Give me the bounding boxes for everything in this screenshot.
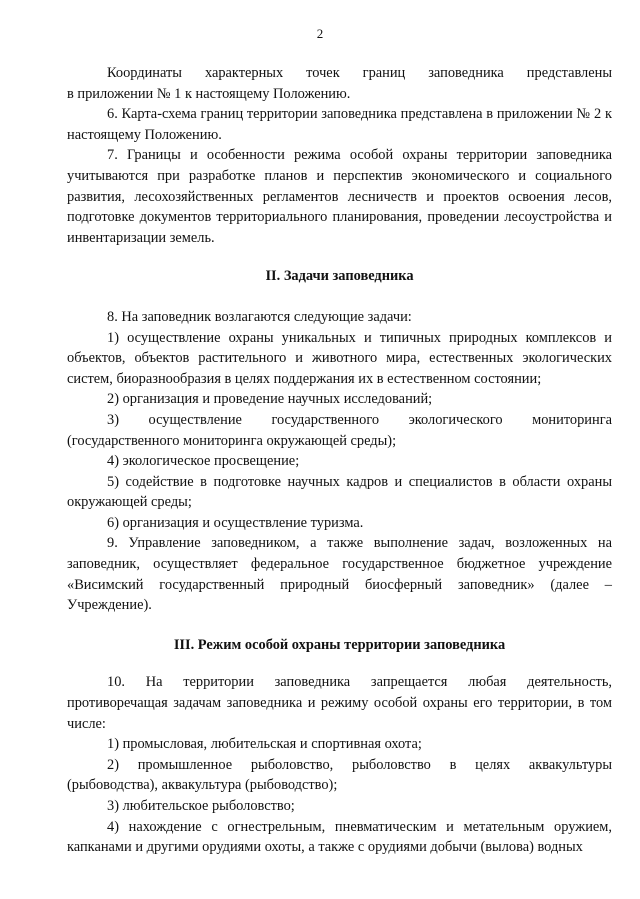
paragraph-8: 8. На заповедник возлагаются следующие задачи: (107, 308, 412, 325)
task-item-5: 5) содействие в подготовке научных кадров и специалистов в области охраны окружающей среды; (67, 473, 612, 511)
section-3-heading: III. Режим особой охраны территории заповедника (173, 636, 506, 653)
page-number: 2 (316, 26, 324, 41)
prohibition-item-3: 3) любительское рыболовство; (107, 798, 295, 814)
paragraph-7: 7. Границы и особенности режима особой охраны территории заповедника учитываются при разработке планов и перспектив экономического и социального развития, лесохозяйственных регламентов лесничеств и проектов освоения лесов, подготовке документов территориального планирования, проведении лесоустройства и инвентаризации земель. (67, 147, 612, 246)
paragraph-5-first-line: Координаты характерных точек границ заповедника представлены (107, 65, 612, 81)
paragraph-5-rest: в приложении № 1 к настоящему Положению. (67, 85, 351, 102)
task-item-4: 4) экологическое просвещение; (107, 453, 300, 470)
prohibition-item-2: 2) промышленное рыболовство, рыболовство в целях аквакультуры (рыбоводства), аквакультура (рыбоводство); (67, 756, 612, 794)
task-item-6: 6) организация и осуществление туризма. (107, 514, 364, 531)
task-item-3: 3) осуществление государственного экологического мониторинга (государственного мониторинга окружающей среды); (67, 411, 612, 449)
task-item-1: 1) осуществление охраны уникальных и типичных природных комплексов и объектов, объектов растительного и животного мира, естественных экологических систем, биоразнообразия в целях поддержания их в естественном состоянии; (67, 329, 612, 387)
document-body (67, 63, 612, 858)
section-2-heading: II. Задачи заповедника (265, 268, 414, 285)
paragraph-6: 6. Карта-схема границ территории заповедника представлена в приложении № 2 к настоящему Положению. (67, 106, 612, 143)
paragraph-10: 10. На территории заповедника запрещается любая деятельность, противоречащая задачам заповедника и режиму особой охраны его территории, в том числе: (67, 674, 612, 732)
prohibition-item-1: 1) промысловая, любительская и спортивная охота; (107, 736, 422, 753)
paragraph-9: 9. Управление заповедником, а также выполнение задач, возложенных на заповедник, осуществляет федеральное государственное бюджетное учреждение «Висимский государственный природный биосферный заповедник» (далее – Учреждение). (67, 535, 612, 614)
task-item-2: 2) организация и проведение научных исследований; (107, 391, 433, 408)
prohibition-item-4: 4) нахождение с огнестрельным, пневматическим и метательным оружием, капканами и другими орудиями охоты, а также с орудиями добычи (вылова) водных (67, 818, 612, 856)
